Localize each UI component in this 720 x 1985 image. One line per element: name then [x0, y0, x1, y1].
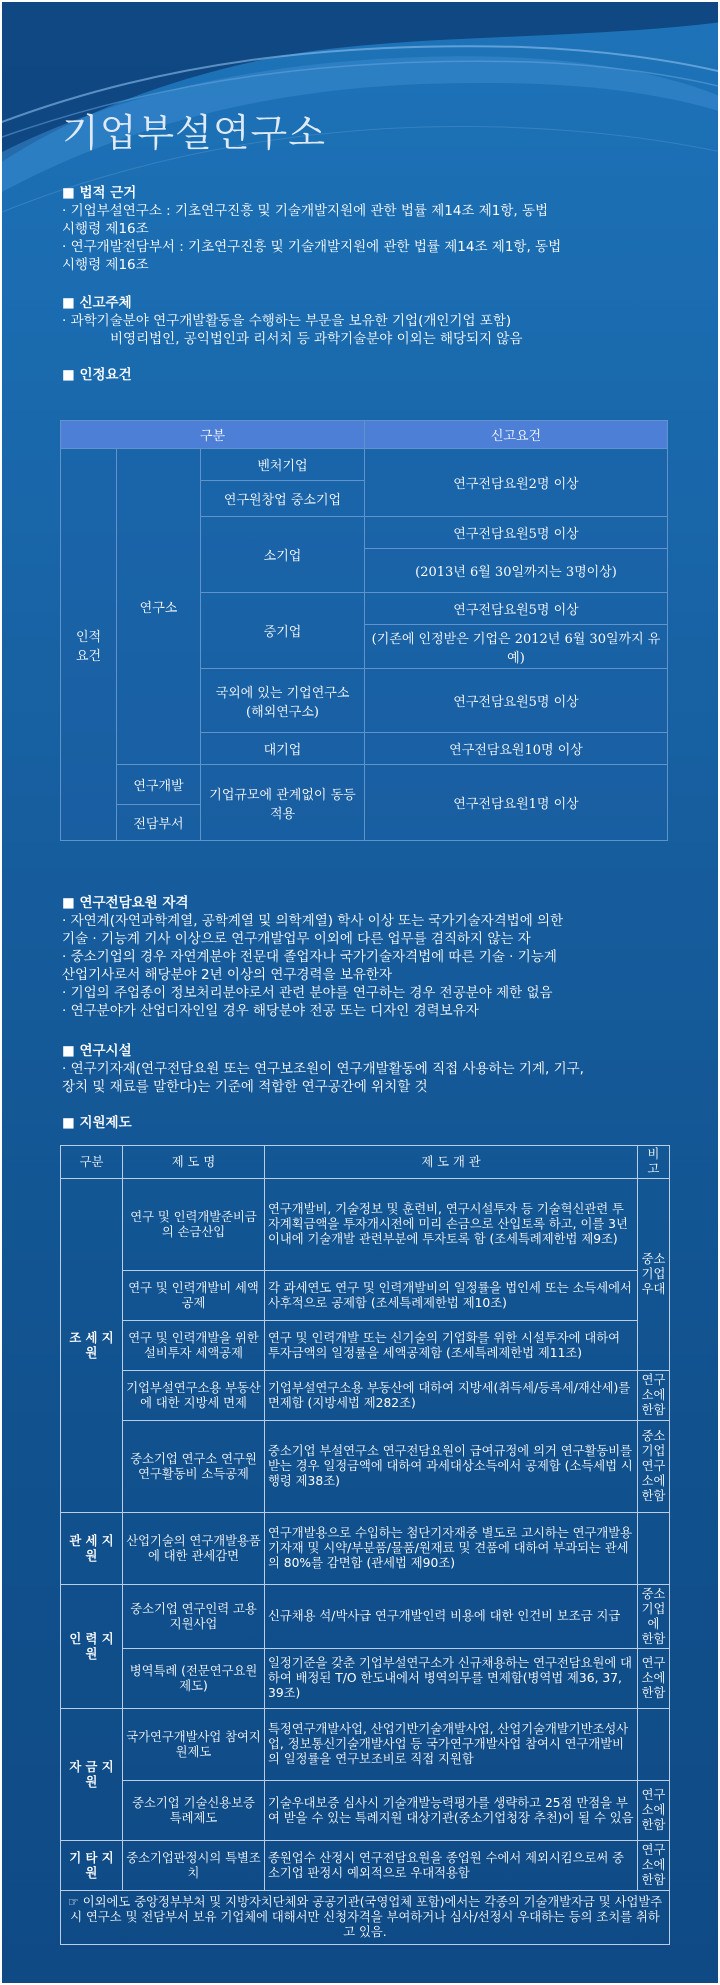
group-label: 자 금 지 원 [61, 1709, 123, 1841]
program-desc: 신규채용 석/박사급 연구개발인력 비용에 대한 인건비 보조금 지급 [265, 1585, 638, 1649]
table-header: 신고요건 [365, 421, 668, 449]
subject-section [62, 294, 672, 348]
staff-line: · 기업의 주업종이 정보처리분야로서 관련 분야를 연구하는 경우 전공분야 제한 없음 [62, 985, 553, 1001]
requirements-heading: ■ 인정요건 [62, 366, 672, 384]
staff-line: 산업기사로서 해당분야 2년 이상의 연구경력을 보유한자 [62, 967, 392, 983]
program-name: 국가연구개발사업 참여지원제도 [123, 1709, 265, 1781]
requirement-cell: 연구전담요원1명 이상 [365, 765, 668, 841]
legal-basis-line: 시행령 제16조 [62, 221, 149, 237]
dept-label: 전담부서 [117, 805, 201, 841]
requirement-cell: 연구전담요원2명 이상 [365, 449, 668, 517]
company-type: 연구원창업 중소기업 [201, 481, 365, 517]
subject-heading: ■ 신고주체 [62, 294, 672, 312]
program-desc: 특정연구개발사업, 산업기반기술개발사업, 산업기술개발기반조성사업, 정보통신기술개발사업 등 국가연구개발사업 참여시 연구개발비의 일정률을 연구보조비로 직접 지원함 [265, 1709, 638, 1781]
category-cell: 인적 요건 [61, 449, 117, 841]
table-header: 제 도 명 [123, 1146, 265, 1179]
legal-basis-line: · 연구개발전담부서 : 기초연구진흥 및 기술개발지원에 관한 법률 제14조 제1항, 동법 [62, 239, 562, 255]
program-note: 연구소에한함 [638, 1649, 670, 1709]
requirement-note: (기존에 인정받은 기업은 2012년 6월 30일까지 유예) [365, 625, 668, 669]
program-desc: 기업부설연구소용 부동산에 대하여 지방세(취득세/등록세/재산세)를 면제함 (지방세법 제282조) [265, 1371, 638, 1421]
empty-cell [638, 1513, 670, 1585]
group-label: 조 세 지 원 [61, 1179, 123, 1513]
support-table [60, 1145, 670, 1945]
footnote: ☞ 이외에도 중앙정부부처 및 지방자치단체와 공공기관(국영업체 포함)에서는 각종의 기술개발자금 및 사업발주시 연구소 및 전담부서 보유 기업체에 대해서만 신청자격을 부여하거나 심사/선정시 우대하는 등의 조치를 취하고 있음. [61, 1891, 670, 1945]
program-name: 연구 및 인력개발비 세액공제 [123, 1271, 265, 1321]
program-name: 병역특례 (전문연구요원제도) [123, 1649, 265, 1709]
legal-basis-section [62, 184, 672, 274]
program-desc: 연구 및 인력개발 또는 신기술의 기업화를 위한 시설투자에 대하여 투자금액의 일정률을 세액공제함 (조세특례제한법 제11조) [265, 1321, 638, 1371]
subject-line: · 과학기술분야 연구개발활동을 수행하는 부문을 보유한 기업(개인기업 포함) [62, 313, 512, 329]
program-name: 기업부설연구소용 부동산에 대한 지방세 면제 [123, 1371, 265, 1421]
program-note: 연구소에한함 [638, 1781, 670, 1841]
facility-section [62, 1042, 672, 1096]
company-type: 기업규모에 관계없이 동등적용 [201, 765, 365, 841]
table-header: 구분 [61, 1146, 123, 1179]
program-desc: 기술우대보증 심사시 기술개발능력평가를 생략하고 25점 만점을 부여 받을 수 있는 특례지원 대상기관(중소기업청장 추천)이 될 수 있음 [265, 1781, 638, 1841]
group-label: 기 타 지 원 [61, 1841, 123, 1891]
requirement-note: (2013년 6월 30일까지는 3명이상) [365, 549, 668, 593]
program-name: 중소기업판정시의 특별조치 [123, 1841, 265, 1891]
company-type: 벤처기업 [201, 449, 365, 481]
group-label: 관 세 지 원 [61, 1513, 123, 1585]
staff-line: 기술 · 기능계 기사 이상으로 연구개발업무 이외에 다른 업무를 겸직하지 않는 자 [62, 931, 531, 947]
requirements-section [62, 366, 672, 384]
program-name: 연구 및 인력개발을 위한설비투자 세액공제 [123, 1321, 265, 1371]
program-note: 연구소에한함 [638, 1841, 670, 1891]
table-header: 비 고 [638, 1146, 670, 1179]
facility-line: 장치 및 재료를 말한다)는 기준에 적합한 연구공간에 위치할 것 [62, 1079, 428, 1095]
legal-basis-line: · 기업부설연구소 : 기초연구진흥 및 기술개발지원에 관한 법률 제14조 제1항, 동법 [62, 203, 549, 219]
staff-heading: ■ 연구전담요원 자격 [62, 894, 672, 912]
company-type: 국외에 있는 기업연구소 (해외연구소) [201, 669, 365, 733]
program-desc: 종원업수 산정시 연구전담요원을 종업원 수에서 제외시킴으로써 중소기업 판정시 예외적으로 우대적용함 [265, 1841, 638, 1891]
legal-basis-line: 시행령 제16조 [62, 257, 149, 273]
requirement-cell: 연구전담요원5명 이상 [365, 669, 668, 733]
requirement-cell: 연구전담요원10명 이상 [365, 733, 668, 765]
group-label: 인 력 지 원 [61, 1585, 123, 1709]
program-name: 중소기업 연구소 연구원 연구활동비 소득공제 [123, 1421, 265, 1513]
program-desc: 연구개발용으로 수입하는 첨단기자재중 별도로 고시하는 연구개발용 기자재 및 시약/부분품/물품/원재료 및 견품에 대하여 부과되는 관세의 80%를 감면함 (관세법 제90조) [265, 1513, 638, 1585]
table-header: 제 도 개 관 [265, 1146, 638, 1179]
legal-basis-heading: ■ 법적 근거 [62, 184, 672, 202]
program-note: 중소기업에 한함 [638, 1585, 670, 1649]
program-note: 중소기업연구소에한함 [638, 1421, 670, 1513]
program-name: 연구 및 인력개발준비금의 손금산입 [123, 1179, 265, 1271]
program-desc: 일정기준을 갖춘 기업부설연구소가 신규채용하는 연구전담요원에 대하여 배정된 T/O 한도내에서 병역의무를 면제함(병역법 제36, 37, 39조) [265, 1649, 638, 1709]
requirements-table [60, 420, 668, 841]
company-type: 소기업 [201, 517, 365, 593]
program-name: 산업기술의 연구개발용품에 대한 관세감면 [123, 1513, 265, 1585]
program-note: 연구소에한함 [638, 1371, 670, 1421]
program-desc: 중소기업 부설연구소 연구전담요원이 급여규정에 의거 연구활동비를 받는 경우 일정금액에 대하여 과세대상소득에서 공제함 (소득세법 시행령 제38조) [265, 1421, 638, 1513]
staff-section [62, 894, 672, 1020]
table-header: 구분 [61, 421, 365, 449]
staff-line: · 자연계(자연과학계열, 공학계열 및 의학계열) 학사 이상 또는 국가기술자격법에 의한 [62, 913, 564, 929]
company-type: 대기업 [201, 733, 365, 765]
support-section [62, 1114, 672, 1132]
staff-line: · 중소기업의 경우 자연계분야 전문대 졸업자나 국가기술자격법에 따른 기술 · 기능계 [62, 949, 557, 965]
program-note [638, 1709, 670, 1781]
facility-heading: ■ 연구시설 [62, 1042, 672, 1060]
requirement-cell: 연구전담요원5명 이상 [365, 517, 668, 549]
facility-line: · 연구기자재(연구전담요원 또는 연구보조원이 연구개발활동에 직접 사용하는 기계, 기구, [62, 1061, 584, 1077]
subject-line: 비영리법인, 공익법인과 리서치 등 과학기술분야 이외는 해당되지 않음 [110, 331, 523, 347]
dept-label: 연구개발 [117, 765, 201, 805]
staff-line: · 연구분야가 산업디자인일 경우 해당분야 전공 또는 디자인 경력보유자 [62, 1003, 479, 1019]
program-desc: 연구개발비, 기술정보 및 훈련비, 연구시설투자 등 기술혁신관련 투자계획금액을 투자개시전에 미리 손금으로 산입토록 하고, 이를 3년 이내에 기술개발 관련부분에 투자토록 함 (조세특례제한법 제9조) [265, 1179, 638, 1271]
lab-label: 연구소 [117, 449, 201, 765]
support-heading: ■ 지원제도 [62, 1114, 672, 1132]
program-note: 중소기업우대 [638, 1179, 670, 1371]
company-type: 중기업 [201, 593, 365, 669]
program-name: 중소기업 연구인력 고용지원사업 [123, 1585, 265, 1649]
page-title: 기업부설연구소 [62, 111, 326, 155]
requirement-cell: 연구전담요원5명 이상 [365, 593, 668, 625]
program-desc: 각 과세연도 연구 및 인력개발비의 일정률을 법인세 또는 소득세에서 사후적으로 공제함 (조세특례제한법 제10조) [265, 1271, 638, 1321]
program-name: 중소기업 기술신용보증 특례제도 [123, 1781, 265, 1841]
